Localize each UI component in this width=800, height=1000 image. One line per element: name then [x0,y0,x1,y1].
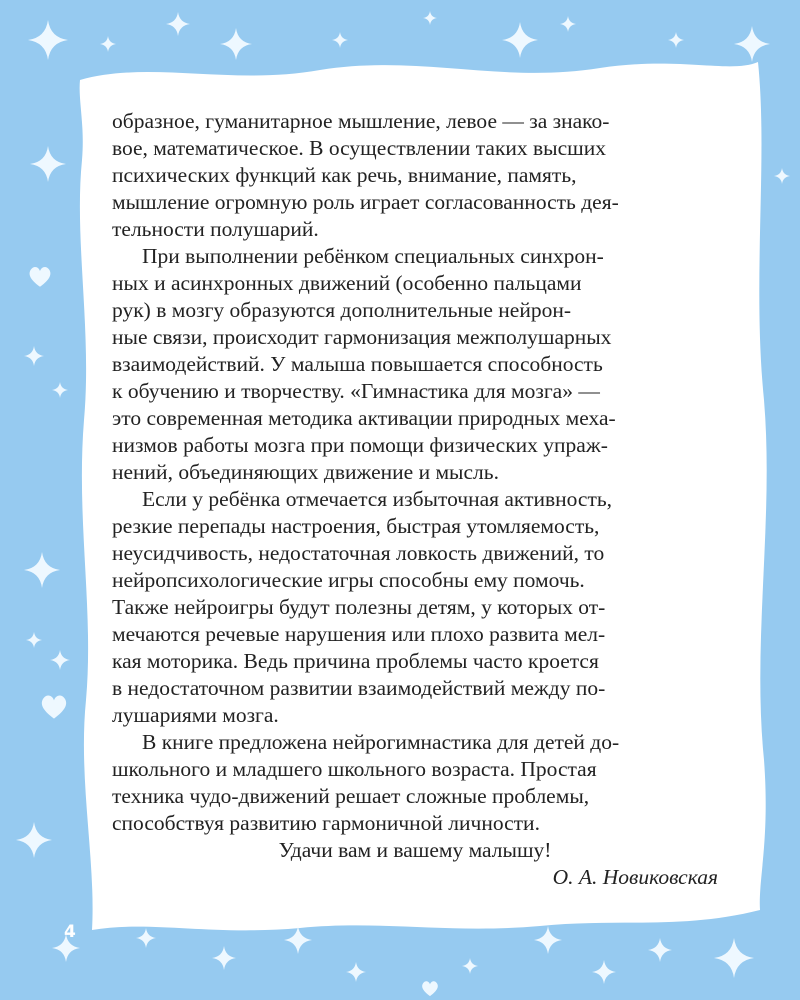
star-icon [16,822,52,858]
star-icon [714,938,754,978]
star-icon [24,552,60,588]
star-icon [220,28,252,60]
star-icon [423,11,437,25]
star-icon [734,26,770,62]
star-icon [592,960,616,984]
star-icon [560,16,576,32]
star-icon [26,632,42,648]
paragraph: В книге предложена нейрогимнастика для детей до- школьного и младшего школьного возраста. Простая техника чудо-движений решает сложные проблемы, способствуя развитию гармоничной личности. [112,730,620,835]
star-icon [332,32,348,48]
heart-icon [422,981,438,996]
star-icon [166,12,190,36]
star-icon [668,32,684,48]
star-icon [502,22,538,58]
star-icon [136,928,156,948]
star-icon [774,168,790,184]
star-icon [52,382,68,398]
star-icon [212,946,236,970]
paragraph: При выполнении ребёнком специальных синхрон- ных и асинхронных движений (особенно пальцами рук) в мозгу образуются дополнительные нейрон- ные связи, происходит гармонизация межполушарных взаимодействий. У малыша повышается способность к обучению и творчеству. «Гимнастика для мозга» — это современная методика активации природных меха- низмов работы мозга при помощи физических упраж- нений, объединяющих движение и мысль. [112,244,616,484]
author-signature: О. А. Новиковская [552,865,718,889]
star-icon [100,36,116,52]
star-icon [28,20,68,60]
star-icon [648,938,672,962]
star-icon [24,346,44,366]
closing-line: Удачи вам и вашему малышу! [278,838,552,862]
star-icon [346,962,366,982]
article-body [112,108,718,891]
paragraph: образное, гуманитарное мышление, левое — за знако- вое, математическое. В осуществлении таких высших психических функций как речь, внимание, память, мышление огромную роль играет согласованность дея- тельности полушарий. [112,109,619,241]
star-icon [284,926,312,954]
star-icon [462,958,478,974]
paragraph: Если у ребёнка отмечается избыточная активность, резкие перепады настроения, быстрая утомляемость, неусидчивость, недостаточная ловкость движений, то нейропсихологические игры способны ему помочь. Также нейроигры будут полезны детям, у которых от- мечаются речевые нарушения или плохо развита мел- кая моторика. Ведь причина проблемы часто кроется в недостаточном развитии взаимодействий между по- лушариями мозга. [112,487,613,727]
star-icon [534,926,562,954]
star-icon [30,146,66,182]
star-icon [50,650,70,670]
page-number: 4 [64,922,76,942]
heart-icon [30,267,51,287]
heart-icon [42,696,66,719]
